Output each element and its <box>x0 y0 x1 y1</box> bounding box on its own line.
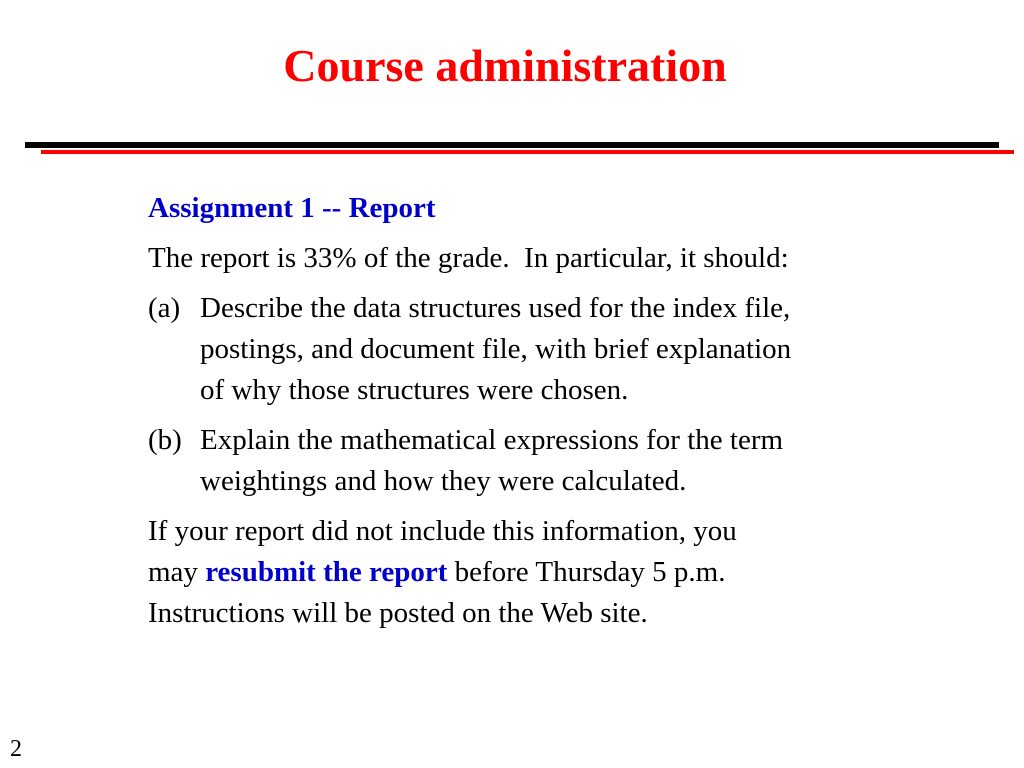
list-marker-b: (b) <box>148 424 182 456</box>
closing-line-2 <box>148 552 928 593</box>
list-marker-a: (a) <box>148 292 181 324</box>
intro-text: The report is 33% of the grade. In particular, it should: <box>148 242 789 274</box>
list-text-b <box>200 420 928 502</box>
list-text-line: weightings and how they were calculated. <box>200 465 687 497</box>
title-divider-black <box>25 142 999 148</box>
list-item-a <box>148 288 928 411</box>
closing-line-2-start: may <box>148 556 206 588</box>
list-text-line: Describe the data structures used for the index file, <box>200 292 791 324</box>
closing-line-2-end: before Thursday 5 p.m. <box>447 556 726 588</box>
slide-title: Course administration <box>283 40 727 91</box>
closing-line-3: Instructions will be posted on the Web site. <box>148 597 648 629</box>
slide-body <box>148 188 928 634</box>
list-text-line: postings, and document file, with brief explanation <box>200 333 792 365</box>
closing-line-1: If your report did not include this information, you <box>148 515 737 547</box>
title-divider-red <box>41 150 1014 154</box>
page-number: 2 <box>10 736 22 762</box>
closing-paragraph <box>148 511 928 634</box>
list-text-a <box>200 288 928 411</box>
list-text-line: of why those structures were chosen. <box>200 374 629 406</box>
assignment-heading: Assignment 1 -- Report <box>148 192 436 224</box>
list-item-b <box>148 420 928 502</box>
list-text-line: Explain the mathematical expressions for the term <box>200 424 784 456</box>
resubmit-report-link[interactable]: resubmit the report <box>205 556 448 588</box>
